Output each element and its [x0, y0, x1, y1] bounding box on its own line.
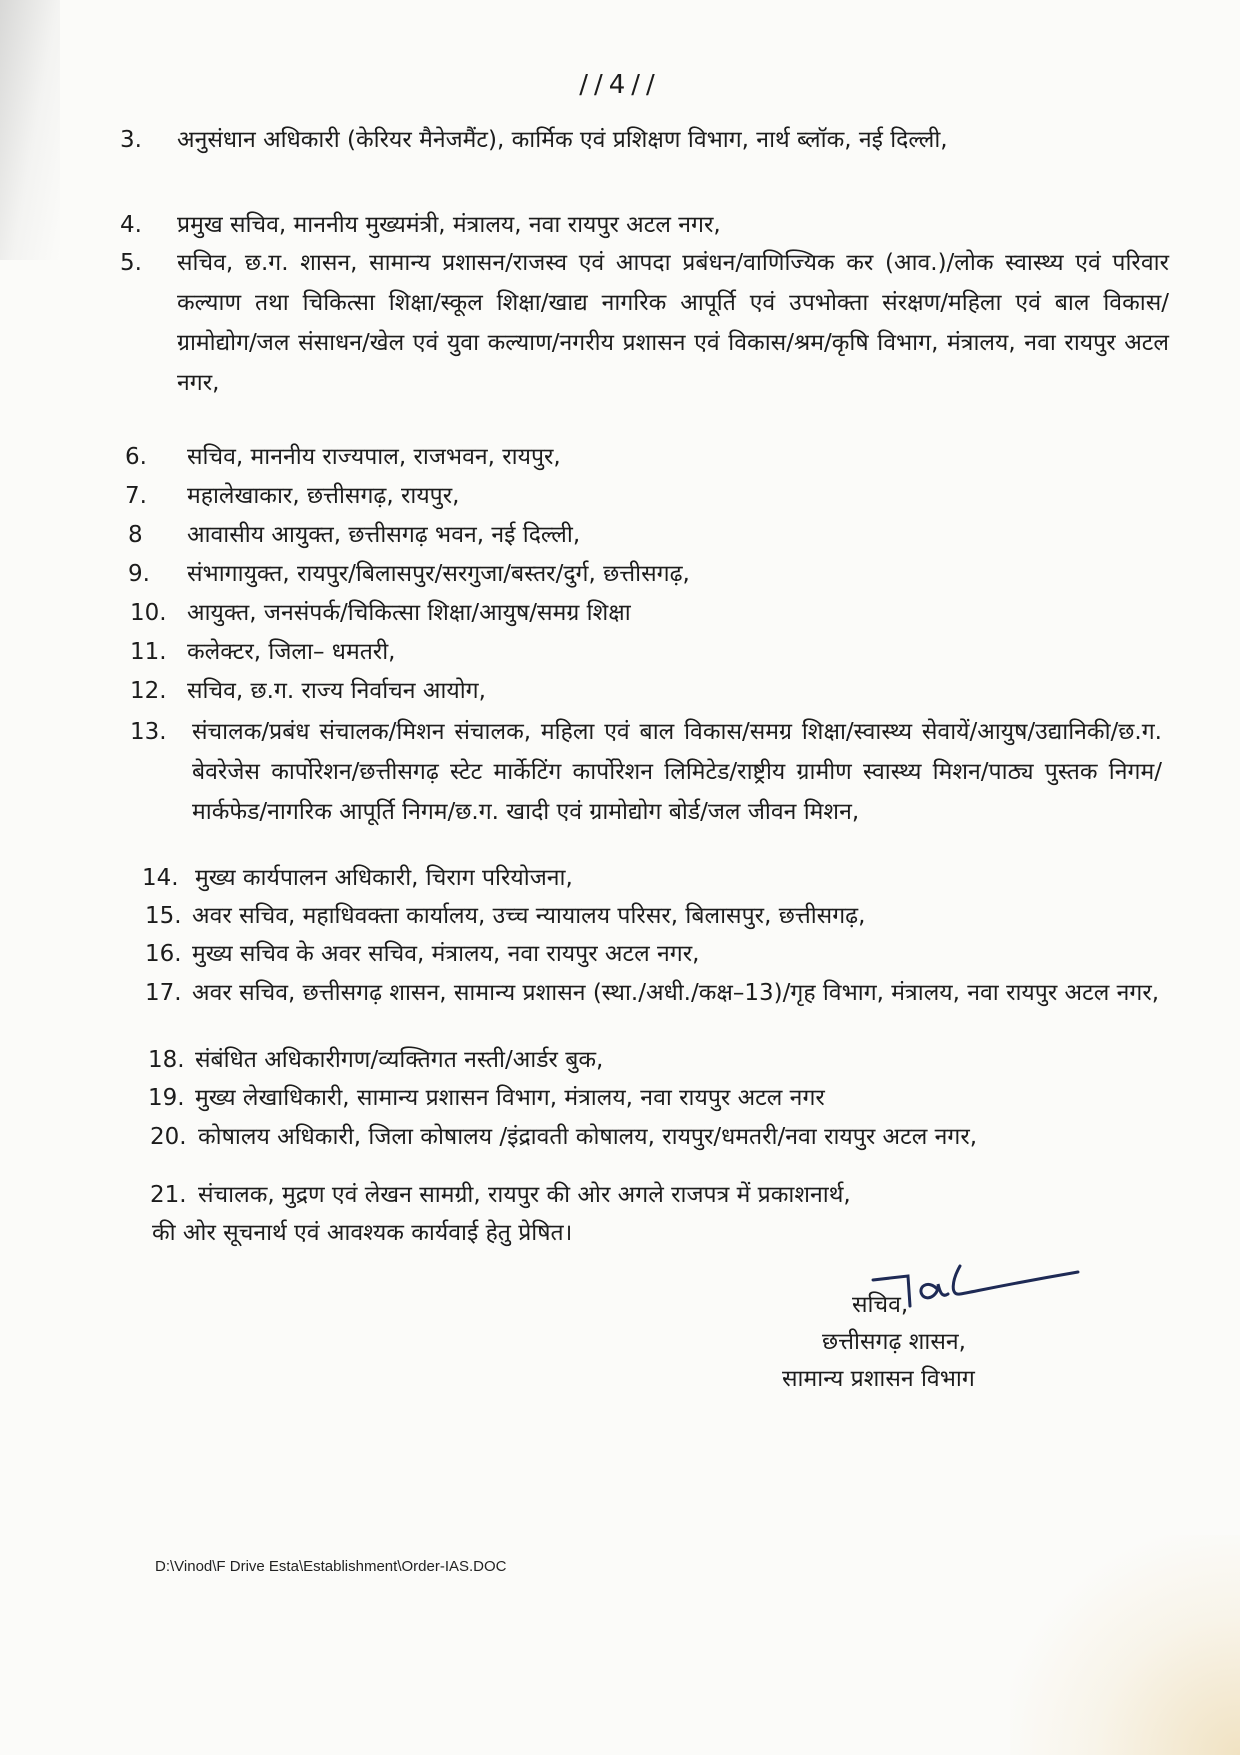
signatory-government: छत्तीसगढ़ शासन,: [822, 1329, 966, 1355]
item-number: 21.: [150, 1182, 187, 1208]
item-text: महालेखाकार, छत्तीसगढ़, रायपुर,: [187, 483, 460, 509]
item-number: 15.: [145, 903, 182, 929]
item-text: अवर सचिव, छत्तीसगढ़ शासन, सामान्य प्रशासन (स्था./अधी./कक्ष–13)/गृह विभाग, मंत्रालय, नवा रायपुर अटल नगर,: [192, 980, 1160, 1006]
item-text: सचिव, छ.ग. राज्य निर्वाचन आयोग,: [187, 678, 486, 704]
item-number: 16.: [145, 941, 182, 967]
item-number: 4.: [120, 212, 142, 238]
item-number: 19.: [148, 1085, 185, 1111]
item-text: संबंधित अधिकारीगण/व्यक्तिगत नस्ती/आर्डर बुक,: [195, 1047, 604, 1073]
item-text: सचिव, माननीय राज्यपाल, राजभवन, रायपुर,: [187, 444, 561, 470]
scan-shadow: [0, 0, 60, 260]
closing-line: की ओर सूचनार्थ एवं आवश्यक कार्यवाई हेतु प्रेषित।: [152, 1220, 573, 1246]
item-number: 12.: [130, 678, 167, 704]
item-text: संचालक/प्रबंध संचालक/मिशन संचालक, महिला एवं बाल विकास/समग्र शिक्षा/स्वास्थ्य सेवायें/आयुष/उद्यानिकी/छ.ग. बेवरेजेस कार्पोरेशन/छत्तीसगढ़ स्टेट मार्केटिंग कार्पोरेशन लिमिटेड/राष्ट्रीय ग्रामीण स्वास्थ्य मिशन/पाठ्य पुस्तक निगम/मार्कफेड/नागरिक आपूर्ति निगम/छ.ग. खादी एवं ग्रामोद्योग बोर्ड/जल जीवन मिशन,: [192, 719, 1162, 825]
item-text: प्रमुख सचिव, माननीय मुख्यमंत्री, मंत्रालय, नवा रायपुर अटल नगर,: [177, 212, 721, 238]
item-number: 13.: [130, 719, 167, 745]
paper-stain: [1010, 1535, 1240, 1755]
item-number: 17.: [145, 980, 182, 1006]
item-text: कोषालय अधिकारी, जिला कोषालय /इंद्रावती कोषालय, रायपुर/धमतरी/नवा रायपुर अटल नगर,: [198, 1124, 978, 1150]
page-number: //4//: [579, 70, 661, 100]
item-text: मुख्य कार्यपालन अधिकारी, चिराग परियोजना,: [195, 865, 573, 891]
signatory-title: सचिव,: [852, 1292, 909, 1318]
item-number: 6.: [125, 444, 147, 470]
item-number: 10.: [130, 600, 167, 626]
file-path: D:\Vinod\F Drive Esta\Establishment\Order-IAS.DOC: [155, 1558, 507, 1575]
item-number: 5.: [120, 250, 142, 276]
item-text: आवासीय आयुक्त, छत्तीसगढ़ भवन, नई दिल्ली,: [187, 522, 581, 548]
item-text: कलेक्टर, जिला– धमतरी,: [187, 639, 396, 665]
item-text: अवर सचिव, महाधिवक्ता कार्यालय, उच्च न्यायालय परिसर, बिलासपुर, छत्तीसगढ़,: [192, 903, 866, 929]
signatory-department: सामान्य प्रशासन विभाग: [782, 1366, 975, 1392]
item-text: संचालक, मुद्रण एवं लेखन सामग्री, रायपुर की ओर अगले राजपत्र में प्रकाशनार्थ,: [198, 1182, 851, 1208]
item-text: मुख्य लेखाधिकारी, सामान्य प्रशासन विभाग, मंत्रालय, नवा रायपुर अटल नगर: [195, 1085, 825, 1111]
item-number: 11.: [130, 639, 167, 665]
item-number: 18.: [148, 1047, 185, 1073]
item-text: अनुसंधान अधिकारी (केरियर मैनेजमैंट), कार्मिक एवं प्रशिक्षण विभाग, नार्थ ब्लॉक, नई दिल्ली,: [177, 127, 948, 153]
item-number: 9.: [128, 561, 150, 587]
item-number: 3.: [120, 127, 142, 153]
item-text: आयुक्त, जनसंपर्क/चिकित्सा शिक्षा/आयुष/समग्र शिक्षा: [187, 600, 631, 626]
item-text: मुख्य सचिव के अवर सचिव, मंत्रालय, नवा रायपुर अटल नगर,: [192, 941, 700, 967]
item-text: सचिव, छ.ग. शासन, सामान्य प्रशासन/राजस्व एवं आपदा प्रबंधन/वाणिज्यिक कर (आव.)/लोक स्वास्थ्य एवं परिवार कल्याण तथा चिकित्सा शिक्षा/स्कूल शिक्षा/खाद्य नागरिक आपूर्ति एवं उपभोक्ता संरक्षण/महिला एवं बाल विकास/ग्रामोद्योग/जल संसाधन/खेल एवं युवा कल्याण/नगरीय प्रशासन एवं विकास/श्रम/कृषि विभाग, मंत्रालय, नवा रायपुर अटल नगर,: [177, 250, 1169, 396]
item-number: 20.: [150, 1124, 187, 1150]
item-number: 7.: [125, 483, 147, 509]
item-number: 8: [128, 522, 143, 548]
item-text: संभागायुक्त, रायपुर/बिलासपुर/सरगुजा/बस्तर/दुर्ग, छत्तीसगढ़,: [187, 561, 690, 587]
item-number: 14.: [142, 865, 179, 891]
